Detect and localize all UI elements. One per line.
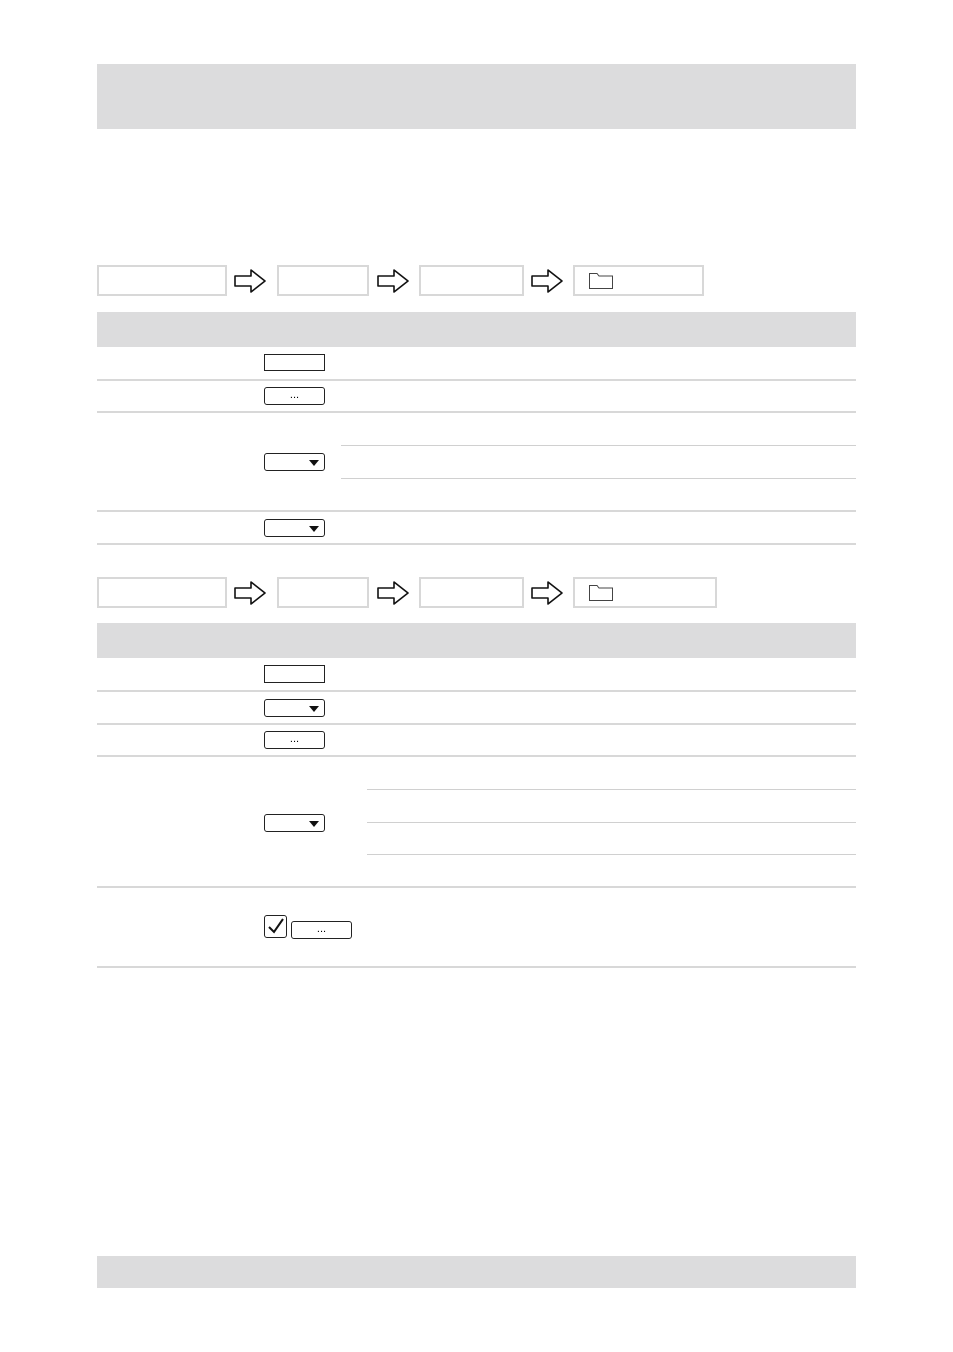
folder-icon	[589, 585, 613, 601]
dropdown[interactable]	[264, 699, 325, 717]
arrow-right-icon	[233, 580, 267, 606]
breadcrumb-item-2[interactable]	[277, 577, 369, 608]
page-footer	[97, 1256, 856, 1288]
folder-icon	[589, 273, 613, 289]
ellipsis-button[interactable]: ...	[291, 921, 352, 939]
table-row	[97, 692, 856, 723]
dropdown[interactable]	[264, 453, 325, 471]
table-row	[97, 888, 856, 966]
table-header	[97, 623, 856, 658]
checkmark-icon	[266, 917, 285, 936]
row-divider	[97, 543, 856, 545]
arrow-right-icon	[376, 580, 410, 606]
arrow-right-icon	[530, 580, 564, 606]
breadcrumb-item-3[interactable]	[419, 265, 524, 296]
checkbox[interactable]	[264, 915, 287, 938]
breadcrumb-item-4[interactable]	[573, 577, 717, 608]
ellipsis-button[interactable]: ...	[264, 731, 325, 749]
dropdown[interactable]	[264, 519, 325, 537]
table-row	[97, 512, 856, 543]
sub-row-divider	[367, 822, 856, 823]
table-row	[97, 413, 856, 510]
breadcrumb-item-1[interactable]	[97, 577, 227, 608]
page-header	[97, 64, 856, 129]
sub-row-divider	[367, 854, 856, 855]
ellipsis-button[interactable]: ...	[264, 387, 325, 405]
text-field[interactable]	[264, 354, 325, 371]
table-row	[97, 658, 856, 691]
sub-row-divider	[367, 789, 856, 790]
arrow-right-icon	[530, 268, 564, 294]
breadcrumb-item-4[interactable]	[573, 265, 704, 296]
sub-row-divider	[341, 445, 856, 446]
table-header	[97, 312, 856, 347]
arrow-right-icon	[233, 268, 267, 294]
breadcrumb-item-2[interactable]	[277, 265, 369, 296]
arrow-right-icon	[376, 268, 410, 294]
row-divider	[97, 966, 856, 968]
dropdown[interactable]	[264, 814, 325, 832]
table-row	[97, 347, 856, 380]
table-row	[97, 725, 856, 755]
text-field[interactable]	[264, 665, 325, 683]
breadcrumb-item-3[interactable]	[419, 577, 524, 608]
sub-row-divider	[341, 478, 856, 479]
breadcrumb-item-1[interactable]	[97, 265, 227, 296]
table-row	[97, 381, 856, 412]
